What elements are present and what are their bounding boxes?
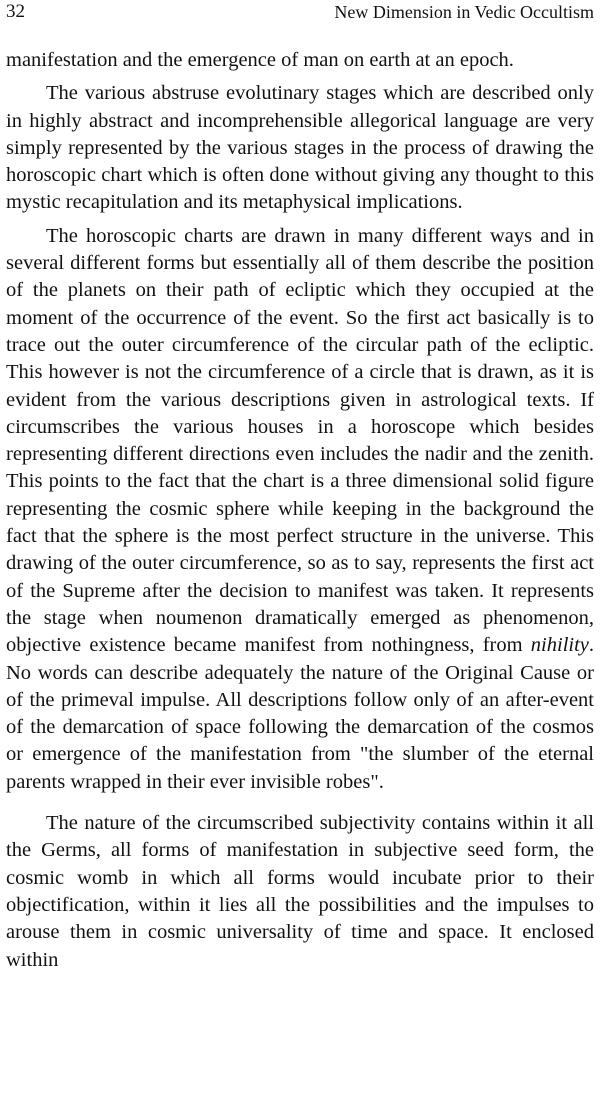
paragraph-continued: manifestation and the emergence of man on earth at an epoch. (6, 49, 514, 71)
paragraph: The nature of the circumscribed subjectivity contains within it all the Germs, all forms of manifestation in subjective seed form, the cosmic womb in which all forms would incubate prior to their objectification, within it lies all the possibilities and the impulses to arouse them in cosmic universality of time and space. It enclosed within (6, 812, 594, 971)
body-text (6, 47, 594, 974)
running-header (6, 0, 594, 24)
book-title: New Dimension in Vedic Occultism (334, 2, 594, 22)
paragraph: The various abstruse evolutinary stages which are described only in highly abstract and incomprehensible allegorical language are very simply represented by the various stages in the process of drawing the horoscopic chart which is often done without giving any thought to this mystic recapitulation and its metaphysical implications. (6, 82, 594, 214)
paragraph-text: The horoscopic charts are drawn in many different ways and in several different forms but essentially all of them describe the position of the planets on their path of ecliptic which they occupied at the moment of the occurrence of the event. So the first act basically is to trace out the outer circumference of the circular path of the ecliptic. This however is not the circumference of a circle that is drawn, as it is evident from the various descriptions given in astrological texts. If circumscribes the various houses in a horoscope which besides representing different directions even includes the nadir and the zenith. This points to the fact that the chart is a three dimensional solid figure representing the cosmic sphere while keeping in the background the fact that the sphere is the most perfect structure in the universe. This drawing of the outer circumference, so as to say, represents the first act of the Supreme after the decision to manifest was taken. It represents the stage when noumenon dramatically emerged as phenomenon, objective existence became manifest from nothingness, from (6, 224, 594, 657)
italic-term: nihility (530, 634, 589, 657)
paragraph-text: . No words can describe adequately the nature of the Original Cause or of the primeval impulse. All descriptions follow only of an after-event of the demarcation of space following the demarcation of the cosmos or emergence of the manifestation from "the slumber of the eternal parents wrapped in their ever invisible robes". (6, 634, 594, 793)
paragraph (6, 223, 594, 796)
page-number: 32 (6, 1, 25, 22)
